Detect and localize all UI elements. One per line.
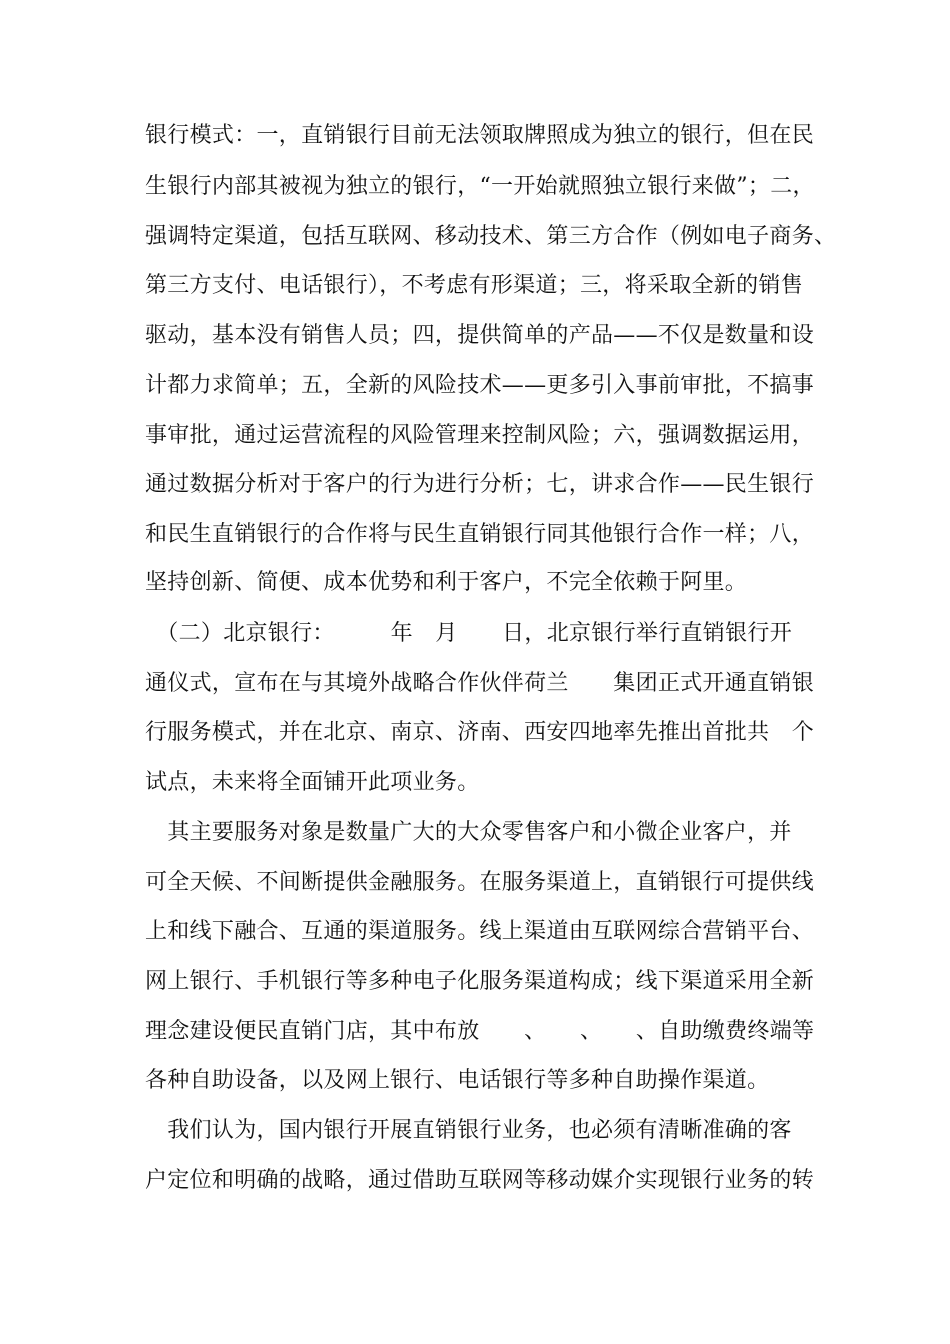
- text-line: 强调特定渠道，包括互联网、移动技术、第三方合作（例如电子商务、: [145, 224, 837, 249]
- text-line: 事审批，通过运营流程的风险管理来控制风险；六，强调数据运用，: [145, 423, 815, 448]
- text-line: 通过数据分析对于客户的行为进行分析；七，讲求合作——民生银行: [145, 472, 815, 497]
- text-line: 生银行内部其被视为独立的银行，“一开始就照独立银行来做”；二，: [145, 174, 815, 199]
- text-line: 网上银行、手机银行等多种电子化服务渠道构成；线下渠道采用全新: [145, 969, 815, 994]
- text-line: 坚持创新、简便、成本优势和利于客户，不完全依赖于阿里。: [145, 570, 748, 595]
- text-line: 其主要服务对象是数量广大的大众零售客户和小微企业客户，并: [145, 820, 792, 845]
- text-line: 银行模式：一，直销银行目前无法领取牌照成为独立的银行，但在民: [145, 123, 815, 148]
- text-line: 我们认为，国内银行开展直销银行业务，也必须有清晰准确的客: [145, 1118, 792, 1143]
- text-line: 上和线下融合、互通的渠道服务。线上渠道由互联网综合营销平台、: [145, 919, 815, 944]
- text-line: 各种自助设备，以及网上银行、电话银行等多种自助操作渠道。: [145, 1068, 770, 1093]
- text-line: 理念建设便民直销门店，其中布放 、 、 、自助缴费终端等: [145, 1019, 815, 1044]
- text-line: （二）北京银行： 年 月 日，北京银行举行直销银行开: [145, 621, 793, 646]
- text-line: 驱动，基本没有销售人员；四，提供简单的产品——不仅是数量和设: [145, 323, 815, 348]
- text-line: 试点，未来将全面铺开此项业务。: [145, 770, 480, 795]
- text-line: 和民生直销银行的合作将与民生直销银行同其他银行合作一样；八，: [145, 522, 815, 547]
- text-line: 第三方支付、电话银行），不考虑有形渠道；三，将采取全新的销售: [145, 273, 804, 298]
- text-line: 可全天候、不间断提供金融服务。在服务渠道上，直销银行可提供线: [145, 870, 815, 895]
- text-line: 户定位和明确的战略，通过借助互联网等移动媒介实现银行业务的转: [145, 1168, 815, 1193]
- text-line: 通仪式，宣布在与其境外战略合作伙伴荷兰 集团正式开通直销银: [145, 671, 815, 696]
- text-line: 计都力求简单；五，全新的风险技术——更多引入事前审批，不搞事: [145, 373, 815, 398]
- text-line: 行服务模式，并在北京、南京、济南、西安四地率先推出首批共 个: [145, 720, 815, 745]
